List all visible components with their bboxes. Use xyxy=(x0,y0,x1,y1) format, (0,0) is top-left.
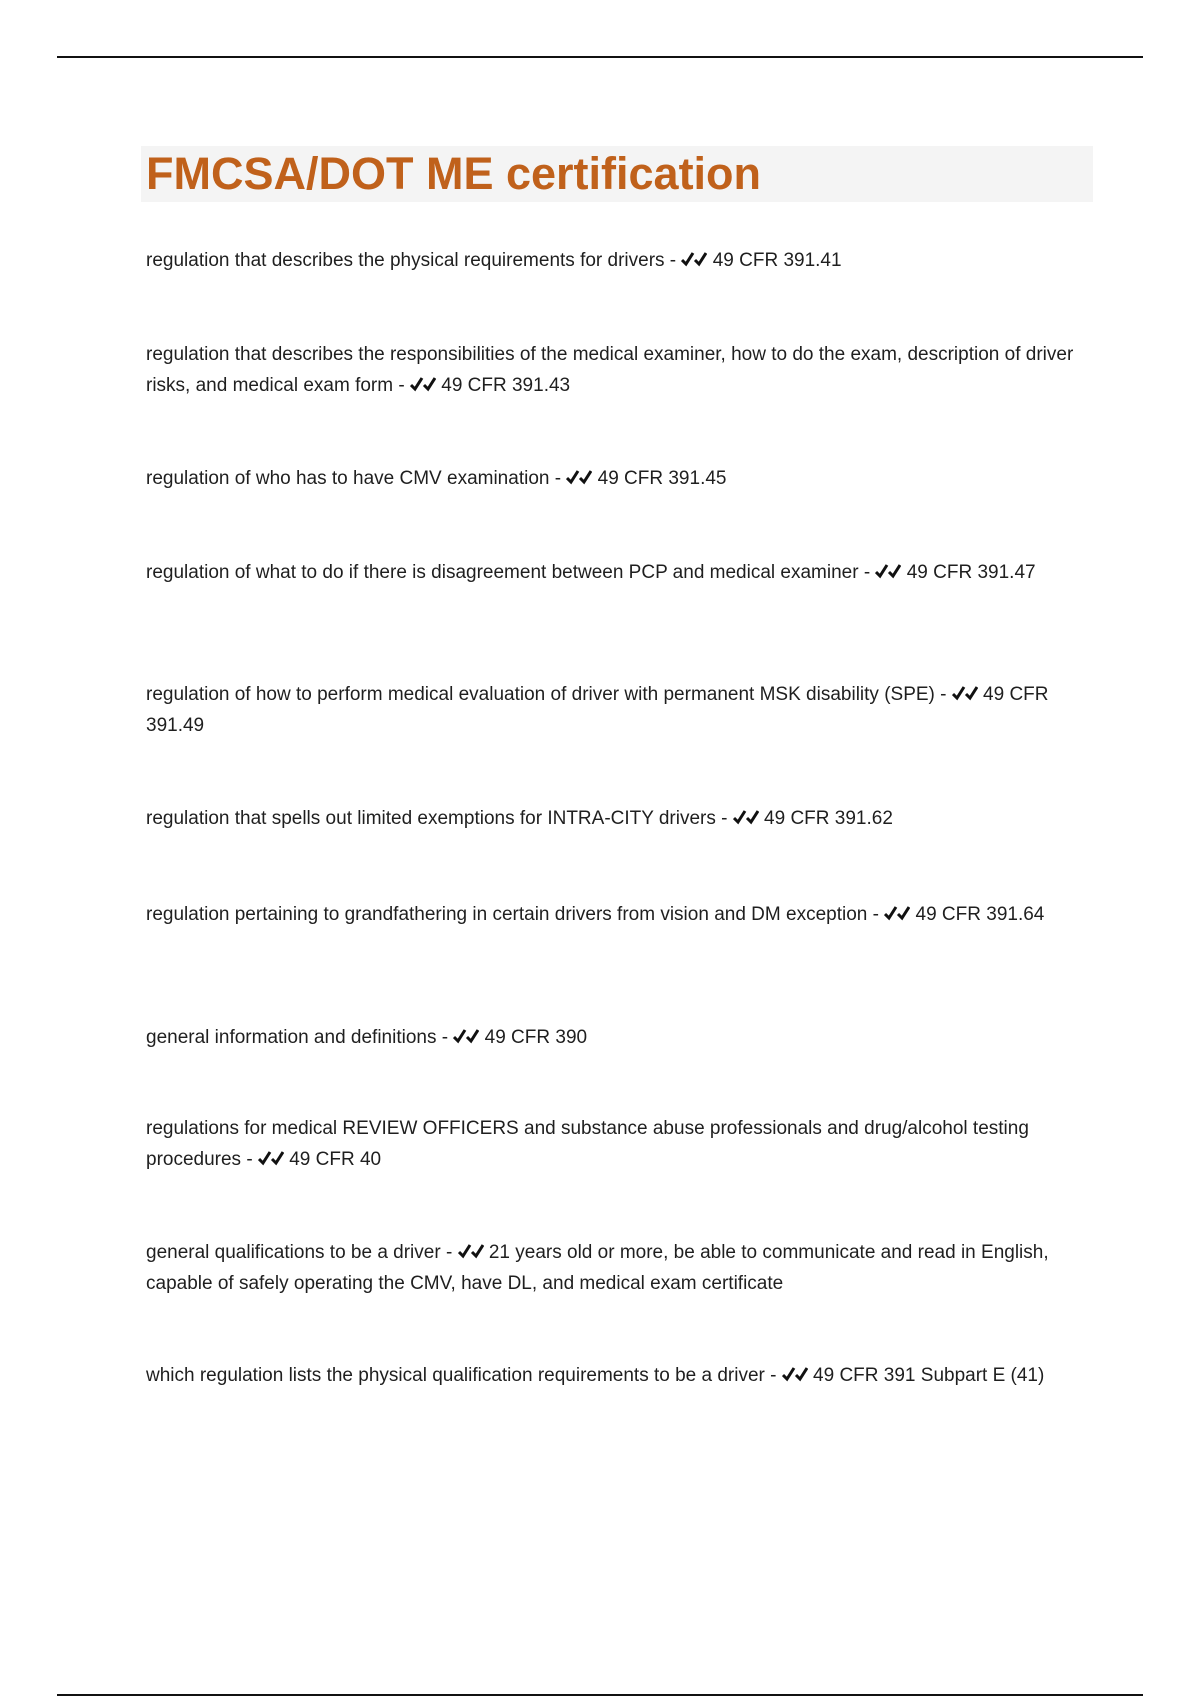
qa-item xyxy=(146,899,1092,930)
double-checkmark-icon xyxy=(952,683,978,703)
double-checkmark-icon xyxy=(733,807,759,827)
qa-item xyxy=(146,463,1092,494)
answer-text: 21 years old or more, be able to communicate and read in English, capable of safely operating the CMV, have DL, and medical exam certificate xyxy=(146,1242,1049,1294)
question-text: regulation of who has to have CMV examination - xyxy=(146,468,562,489)
bottom-rule xyxy=(57,1694,1143,1696)
qa-item xyxy=(146,803,1092,834)
question-text: regulation that describes the responsibilities of the medical examiner, how to do the exam, description of driver risks, and medical exam form - xyxy=(146,344,1074,396)
qa-item xyxy=(146,1113,1092,1175)
answer-text: 49 CFR 391.62 xyxy=(764,808,893,829)
question-text: regulation pertaining to grandfathering in certain drivers from vision and DM exception - xyxy=(146,904,879,925)
answer-text: 49 CFR 390 xyxy=(484,1027,588,1048)
double-checkmark-icon xyxy=(258,1148,284,1168)
double-checkmark-icon xyxy=(458,1241,484,1261)
qa-item xyxy=(146,1360,1092,1391)
double-checkmark-icon xyxy=(566,467,592,487)
question-text: regulations for medical REVIEW OFFICERS and substance abuse professionals and drug/alcohol testing procedures - xyxy=(146,1118,1029,1170)
double-checkmark-icon xyxy=(782,1364,808,1384)
double-checkmark-icon xyxy=(875,561,901,581)
answer-text: 49 CFR 391.49 xyxy=(146,684,1049,736)
question-text: general information and definitions - xyxy=(146,1027,449,1048)
double-checkmark-icon xyxy=(681,249,707,269)
qa-item xyxy=(146,245,1092,276)
qa-item xyxy=(146,557,1092,588)
question-text: general qualifications to be a driver - xyxy=(146,1242,453,1263)
qa-item xyxy=(146,679,1092,741)
answer-text: 49 CFR 40 xyxy=(289,1149,382,1170)
answer-text: 49 CFR 391.41 xyxy=(712,250,842,271)
double-checkmark-icon xyxy=(884,903,910,923)
double-checkmark-icon xyxy=(453,1026,479,1046)
double-checkmark-icon xyxy=(410,374,436,394)
answer-text: 49 CFR 391.64 xyxy=(915,904,1045,925)
answer-text: 49 CFR 391.45 xyxy=(597,468,727,489)
question-text: regulation that spells out limited exemptions for INTRA-CITY drivers - xyxy=(146,808,728,829)
question-text: regulation that describes the physical requirements for drivers - xyxy=(146,250,677,271)
qa-item xyxy=(146,1022,1092,1053)
answer-text: 49 CFR 391.47 xyxy=(906,562,1036,583)
qa-item xyxy=(146,339,1092,401)
question-text: regulation of how to perform medical evaluation of driver with permanent MSK disability (SPE) - xyxy=(146,684,947,705)
question-text: regulation of what to do if there is disagreement between PCP and medical examiner - xyxy=(146,562,871,583)
top-rule xyxy=(57,56,1143,58)
answer-text: 49 CFR 391 Subpart E (41) xyxy=(813,1365,1045,1386)
qa-item xyxy=(146,1237,1092,1299)
question-text: which regulation lists the physical qualification requirements to be a driver - xyxy=(146,1365,777,1386)
page-title: FMCSA/DOT ME certification xyxy=(146,148,762,199)
answer-text: 49 CFR 391.43 xyxy=(441,375,571,396)
